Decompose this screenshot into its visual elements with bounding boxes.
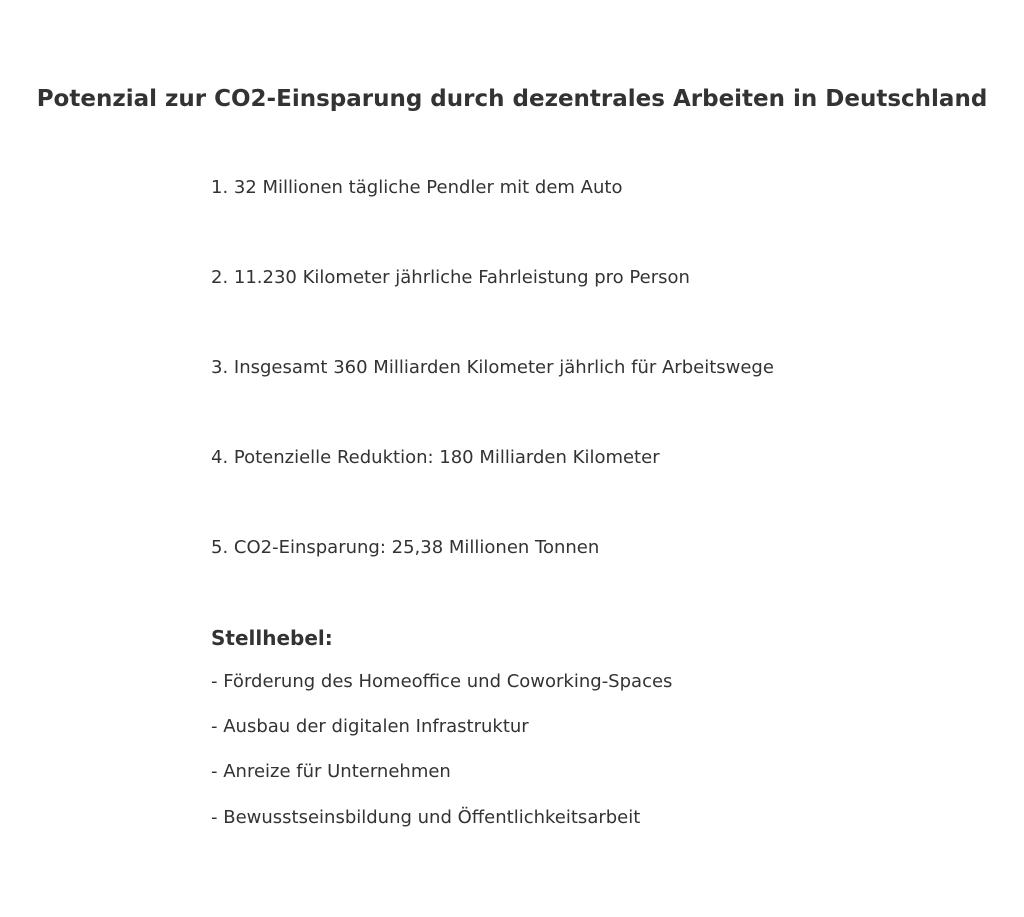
step-4-potential-reduction: 4. Potenzielle Reduktion: 180 Milliarden Kilometer [211, 447, 660, 468]
lever-item-company-incentives: - Anreize für Unternehmen [211, 761, 451, 782]
step-2-annual-mileage: 2. 11.230 Kilometer jährliche Fahrleistung pro Person [211, 267, 690, 288]
lever-item-homeoffice: - Förderung des Homeoffice und Coworking-Spaces [211, 671, 673, 692]
lever-item-public-awareness: - Bewusstseinsbildung und Öffentlichkeitsarbeit [211, 807, 641, 828]
step-1-commuters: 1. 32 Millionen tägliche Pendler mit dem Auto [211, 177, 623, 198]
lever-item-digital-infrastructure: - Ausbau der digitalen Infrastruktur [211, 716, 529, 737]
diagram-title: Potenzial zur CO2-Einsparung durch dezentrales Arbeiten in Deutschland [36, 86, 988, 112]
step-3-total-distance: 3. Insgesamt 360 Milliarden Kilometer jährlich für Arbeitswege [211, 357, 774, 378]
step-5-co2-savings: 5. CO2-Einsparung: 25,38 Millionen Tonnen [211, 537, 600, 558]
levers-heading: Stellhebel: [211, 626, 333, 650]
